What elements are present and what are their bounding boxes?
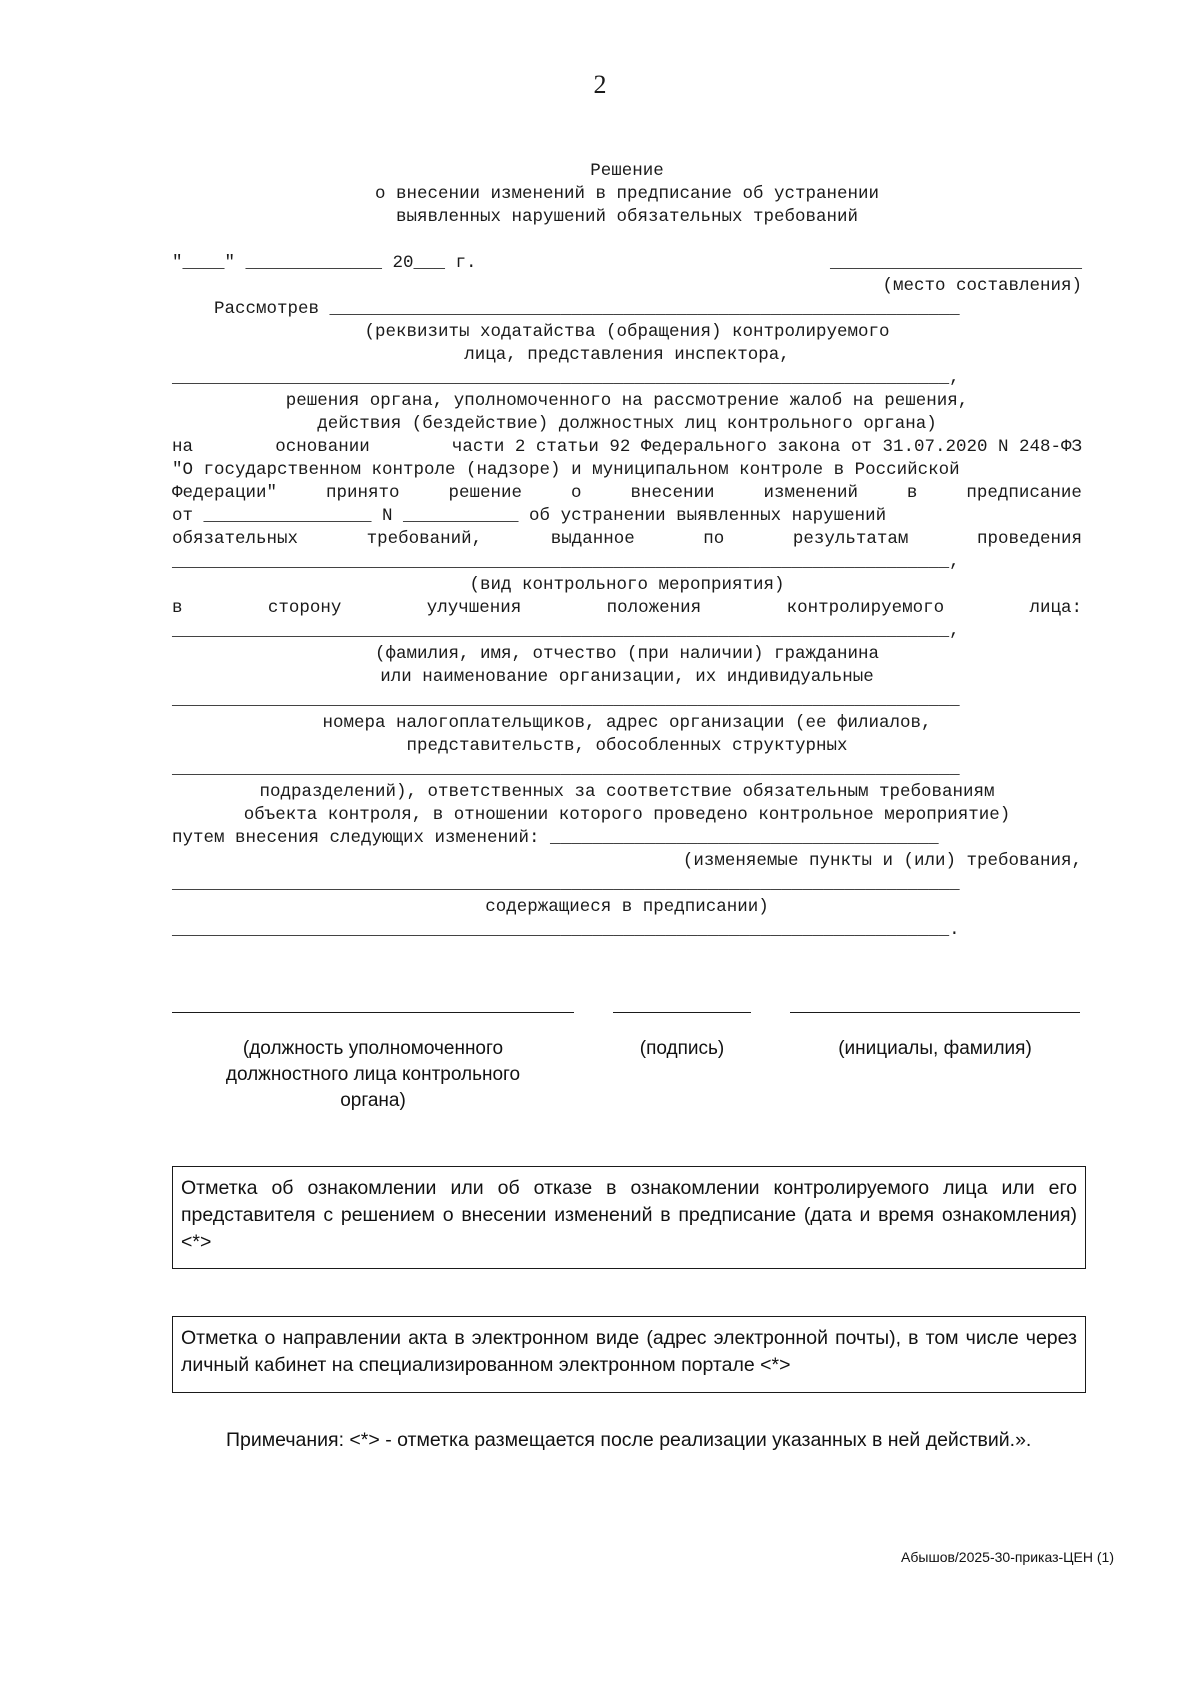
blank-line: ___________________________________________________________________________	[172, 690, 960, 710]
decision-word: Федерации"	[172, 483, 278, 503]
requirements-word: требований,	[366, 529, 483, 549]
acquaintance-line-1: Отметка об ознакомлении или об отказе в ознакомлении контролируемого лица или его	[181, 1177, 1077, 1199]
document-subtitle-1: о внесении изменений в предписание об устранении	[374, 184, 880, 204]
requirements-word: обязательных	[172, 529, 299, 549]
blank-line: __________________________________________________________________________,	[172, 552, 960, 572]
place-blank: ________________________	[829, 253, 1082, 273]
improvement-word: в	[172, 598, 183, 618]
decision-word: решение	[448, 483, 522, 503]
decision-word: предписание	[966, 483, 1082, 503]
improvement-line	[172, 597, 1082, 620]
document-footer-code: Абышов/2025-30-приказ-ЦЕН (1)	[901, 1549, 1114, 1565]
signature-caption: (подпись)	[639, 1038, 725, 1059]
blank-line: __________________________________________________________________________,	[172, 368, 960, 388]
changes-caption-2: содержащиеся в предписании)	[485, 897, 769, 917]
event-caption: (вид контрольного мероприятия)	[469, 575, 785, 595]
name-signature-line	[790, 1012, 1080, 1013]
person-caption-1: (фамилия, имя, отчество (при наличии) гражданина	[374, 644, 880, 664]
person-caption-2: или наименование организации, их индивидуальные	[380, 667, 874, 687]
decision-word: внесении	[630, 483, 715, 503]
place-caption: (место составления)	[882, 276, 1082, 296]
decision-word: в	[906, 483, 918, 503]
improvement-word: контролируемого	[786, 598, 945, 618]
changes-line: путем внесения следующих изменений: _____________________________________	[172, 828, 939, 848]
person-caption-4: представительств, обособленных структурных	[406, 736, 848, 756]
changes-caption-1: (изменяемые пункты и (или) требования,	[682, 851, 1082, 871]
improvement-word: положения	[606, 598, 702, 618]
decision-form	[172, 252, 1082, 942]
acquaintance-mark-box	[172, 1166, 1086, 1269]
blank-line-end: __________________________________________________________________________.	[172, 920, 960, 940]
acquaintance-line-2: представителя с решением о внесении изменений в предписание (дата и время ознакомления)	[181, 1204, 1077, 1226]
electronic-line-1: Отметка о направлении акта в электронном виде (адрес электронной почты), в том числе через	[181, 1327, 1077, 1349]
basis-word: основании	[275, 437, 370, 457]
organ-caption-2: действия (бездействие) должностных лиц контрольного органа)	[317, 414, 937, 434]
request-caption-2: лица, представления инспектора,	[464, 345, 790, 365]
decision-word: о	[570, 483, 582, 503]
document-subtitle-2: выявленных нарушений обязательных требований	[395, 207, 859, 227]
position-signature-line	[172, 1012, 574, 1013]
law-line: "О государственном контроле (надзоре) и муниципальном контроле в Российской	[172, 460, 960, 480]
improvement-word: сторону	[267, 598, 342, 618]
requirements-word: выданное	[550, 529, 635, 549]
improvement-word: улучшения	[426, 598, 522, 618]
basis-line	[172, 436, 1082, 459]
blank-line: ___________________________________________________________________________	[172, 759, 960, 779]
document-title: Решение	[590, 161, 664, 181]
requirements-word: по	[703, 529, 725, 549]
date-line: "____" _____________ 20___ г.	[172, 253, 477, 273]
improvement-word: лица:	[1029, 598, 1082, 618]
from-line: от ________________ N ___________ об устранении выявленных нарушений	[172, 506, 887, 526]
basis-word: части 2 статьи 92 Федерального закона от 31.07.2020 N 248-ФЗ	[451, 437, 1082, 457]
blank-line: __________________________________________________________________________,	[172, 621, 960, 641]
decision-word: принято	[326, 483, 400, 503]
decision-word: изменений	[763, 483, 858, 503]
page-number: 2	[593, 70, 607, 99]
requirements-word: результатам	[792, 529, 909, 549]
organ-caption-1: решения органа, уполномоченного на рассмотрение жалоб на решения,	[285, 391, 969, 411]
blank-line: ___________________________________________________________________________	[172, 874, 960, 894]
signature-line	[613, 1012, 751, 1013]
acquaintance-line-3: <*>	[181, 1231, 212, 1253]
person-caption-3: номера налогоплательщиков, адрес организации (ее филиалов,	[322, 713, 932, 733]
footnote: Примечания: <*> - отметка размещается после реализации указанных в ней действий.».	[226, 1429, 1032, 1451]
request-caption-1: (реквизиты ходатайства (обращения) контролируемого	[364, 322, 890, 342]
decision-line	[172, 482, 1082, 505]
name-caption: (инициалы, фамилия)	[838, 1038, 1032, 1059]
basis-word: на	[172, 437, 194, 457]
position-caption: (должность уполномоченного должностного лица контрольного органа)	[225, 1038, 521, 1111]
requirements-line	[172, 528, 1082, 551]
date-place-row	[172, 252, 1082, 275]
electronic-line-2: личный кабинет на специализированном электронном портале <*>	[181, 1354, 791, 1376]
considered-line: Рассмотрев ____________________________________________________________	[172, 299, 960, 319]
document-header	[172, 160, 1082, 229]
electronic-delivery-box	[172, 1316, 1086, 1393]
person-caption-6: объекта контроля, в отношении которого проведено контрольное мероприятие)	[243, 805, 1011, 825]
person-caption-5: подразделений), ответственных за соответствие обязательным требованиям	[259, 782, 995, 802]
requirements-word: проведения	[976, 529, 1082, 549]
